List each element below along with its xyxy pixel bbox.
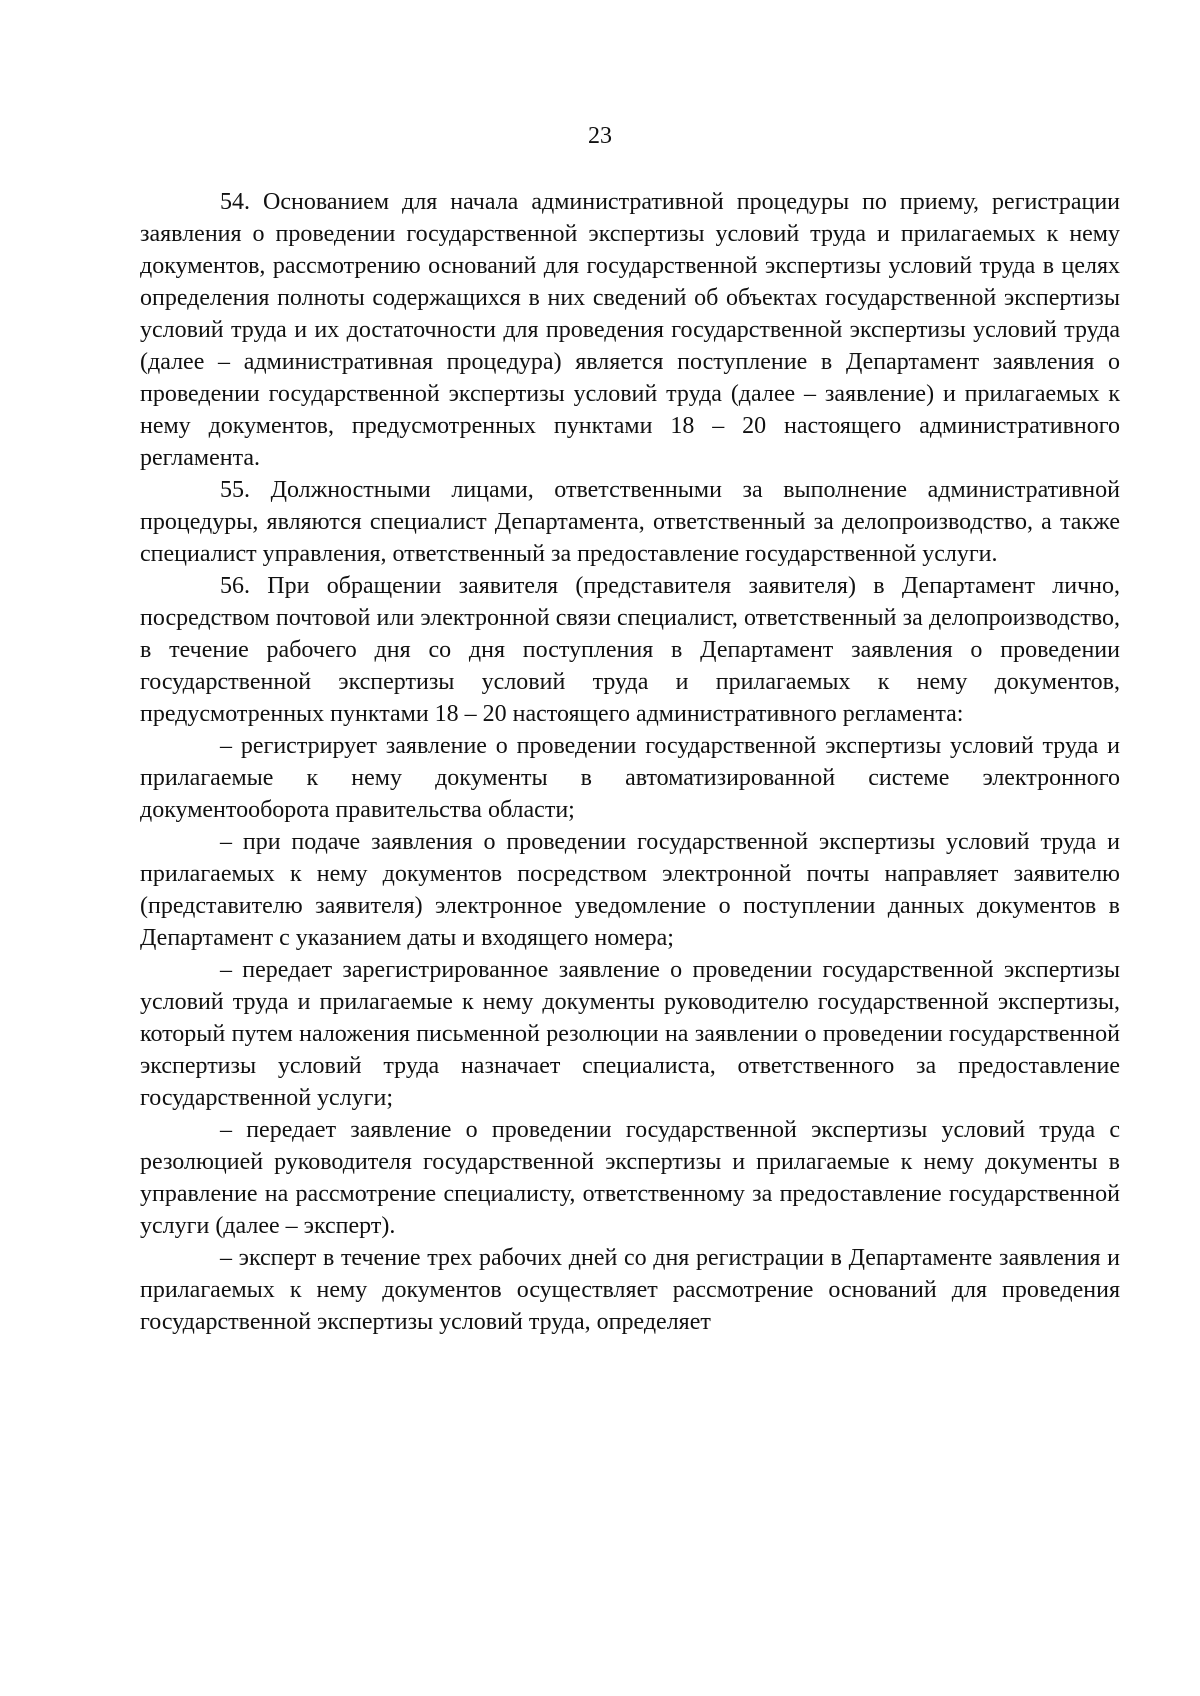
document-body: [140, 186, 1120, 1338]
list-item-transfer-to-department: – передает заявление о проведении государственной экспертизы условий труда с резолюцией руководителя государственной экспертизы и прилагаемые к нему документы в управление на рассмотрение специалисту, ответственному за предоставление государственной услуги (далее – эксперт).: [140, 1117, 1120, 1239]
paragraph-55: 55. Должностными лицами, ответственными за выполнение административной процедуры, являются специалист Департамента, ответственный за делопроизводство, а также специалист управления, ответственный за предоставление государственной услуги.: [140, 477, 1120, 567]
list-item-email-notice: – при подаче заявления о проведении государственной экспертизы условий труда и прилагаемых к нему документов посредством электронной почты направляет заявителю (представителю заявителя) электронное уведомление о поступлении данных документов в Департамент с указанием даты и входящего номера;: [140, 829, 1120, 951]
list-item-expert-review: – эксперт в течение трех рабочих дней со дня регистрации в Департаменте заявления и прилагаемых к нему документов осуществляет рассмотрение оснований для проведения государственной экспертизы условий труда, определяет: [140, 1245, 1120, 1335]
page-number: 23: [588, 123, 612, 149]
paragraph-56: 56. При обращении заявителя (представителя заявителя) в Департамент лично, посредством почтовой или электронной связи специалист, ответственный за делопроизводство, в течение рабочего дня со дня поступления в Департамент заявления о проведении государственной экспертизы условий труда и прилагаемых к нему документов, предусмотренных пунктами 18 – 20 настоящего административного регламента:: [140, 573, 1120, 727]
list-item-register: – регистрирует заявление о проведении государственной экспертизы условий труда и прилагаемые к нему документы в автоматизированной системе электронного документооборота правительства области;: [140, 733, 1120, 823]
paragraph-54: 54. Основанием для начала административной процедуры по приему, регистрации заявления о проведении государственной экспертизы условий труда и прилагаемых к нему документов, рассмотрению оснований для государственной экспертизы условий труда в целях определения полноты содержащихся в них сведений об объектах государственной экспертизы условий труда и их достаточности для проведения государственной экспертизы условий труда (далее – административная процедура) является поступление в Департамент заявления о проведении государственной экспертизы условий труда (далее – заявление) и прилагаемых к нему документов, предусмотренных пунктами 18 – 20 настоящего административного регламента.: [140, 189, 1120, 471]
list-item-transfer-to-head: – передает зарегистрированное заявление о проведении государственной экспертизы условий труда и прилагаемые к нему документы руководителю государственной экспертизы, который путем наложения письменной резолюции на заявлении о проведении государственной экспертизы условий труда назначает специалиста, ответственного за предоставление государственной услуги;: [140, 957, 1120, 1111]
